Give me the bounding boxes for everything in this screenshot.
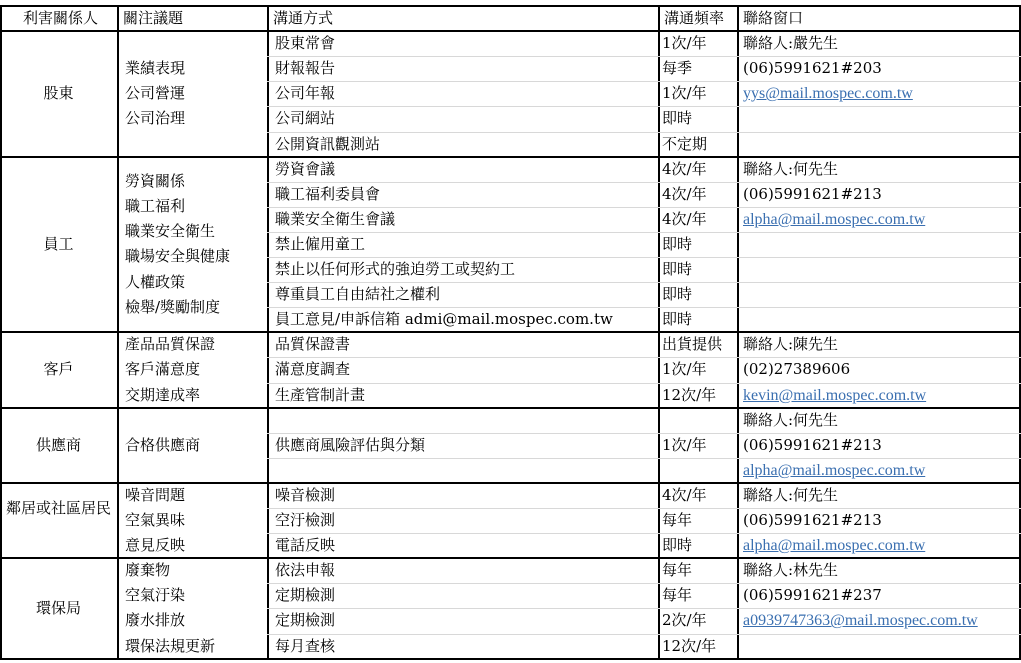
method-cell: 品質保證書 bbox=[275, 335, 351, 354]
frequency-cell: 12次/年 bbox=[662, 636, 717, 655]
contact-email-link[interactable]: alpha@mail.mospec.com.tw bbox=[743, 537, 926, 555]
method-cell: 滿意度調查 bbox=[275, 360, 351, 379]
frequency-cell: 12次/年 bbox=[662, 385, 717, 404]
method-cell: 公司網站 bbox=[275, 109, 336, 128]
issue-item: 噪音問題 bbox=[125, 485, 186, 504]
contact-cell: (06)5991621#213 bbox=[743, 184, 882, 203]
method-cell: 禁止僱用童工 bbox=[275, 234, 366, 253]
row-divider bbox=[267, 634, 1021, 635]
issue-item: 意見反映 bbox=[125, 536, 186, 555]
frequency-cell: 1次/年 bbox=[662, 435, 707, 454]
contact-email-link[interactable]: yys@mail.mospec.com.tw bbox=[743, 85, 913, 103]
frequency-cell: 1次/年 bbox=[662, 84, 707, 103]
frequency-cell: 每年 bbox=[662, 561, 693, 580]
frequency-cell: 1次/年 bbox=[662, 34, 707, 53]
method-cell: 財報報告 bbox=[275, 59, 336, 78]
issue-item: 業績表現 bbox=[125, 59, 186, 78]
frequency-cell: 即時 bbox=[662, 260, 693, 278]
row-divider bbox=[267, 56, 1021, 57]
stakeholder-name: 供應商 bbox=[35, 435, 81, 454]
contact-email-link[interactable]: alpha@mail.mospec.com.tw bbox=[743, 461, 926, 479]
frequency-cell: 即時 bbox=[662, 536, 693, 555]
stakeholder-name: 客戶 bbox=[43, 360, 74, 379]
method-cell: 空汙檢測 bbox=[275, 511, 336, 529]
contact-cell: (06)5991621#237 bbox=[743, 586, 882, 605]
contact-email-link[interactable]: a0939747363@mail.mospec.com.tw bbox=[743, 612, 978, 630]
header-cell: 溝通方式 bbox=[273, 9, 334, 27]
method-cell: 禁止以任何形式的強迫勞工或契約工 bbox=[275, 260, 516, 278]
header-cell: 聯絡窗口 bbox=[743, 9, 804, 27]
method-cell: 定期檢測 bbox=[275, 586, 336, 605]
header-cell: 溝通頻率 bbox=[664, 9, 725, 27]
issue-item: 檢舉/獎勵制度 bbox=[125, 297, 221, 316]
frequency-cell: 2次/年 bbox=[662, 611, 707, 630]
frequency-cell: 每年 bbox=[662, 511, 693, 529]
issue-item: 勞資關係 bbox=[125, 172, 186, 191]
frequency-cell: 4次/年 bbox=[662, 485, 707, 504]
frequency-cell: 即時 bbox=[662, 285, 693, 304]
method-cell: 供應商風險評估與分類 bbox=[275, 435, 426, 454]
contact-cell: 聯絡人:林先生 bbox=[743, 561, 839, 580]
issue-item: 空氣異味 bbox=[125, 511, 186, 529]
issue-item: 公司營運 bbox=[125, 84, 186, 103]
stakeholder-name: 環保局 bbox=[35, 598, 81, 617]
issue-item: 職業安全衛生 bbox=[125, 222, 216, 241]
row-divider bbox=[267, 583, 1021, 584]
issue-item: 廢棄物 bbox=[125, 561, 171, 580]
issue-item: 空氣汙染 bbox=[125, 586, 186, 605]
method-cell: 職工福利委員會 bbox=[275, 184, 381, 203]
issue-item: 廢水排放 bbox=[125, 611, 186, 630]
contact-cell: 聯絡人:嚴先生 bbox=[743, 34, 839, 53]
method-cell: 職業安全衛生會議 bbox=[275, 209, 396, 228]
header-cell: 關注議題 bbox=[123, 9, 184, 27]
issue-item: 產品品質保證 bbox=[125, 335, 216, 354]
group-divider bbox=[0, 156, 1021, 158]
contact-cell: (06)5991621#213 bbox=[743, 435, 882, 454]
method-cell: 定期檢測 bbox=[275, 611, 336, 630]
method-cell: 每月查核 bbox=[275, 636, 336, 655]
contact-cell: 聯絡人:何先生 bbox=[743, 159, 839, 178]
row-divider bbox=[267, 508, 1021, 509]
contact-cell: 聯絡人:陳先生 bbox=[743, 335, 839, 354]
method-cell: 依法申報 bbox=[275, 561, 336, 580]
contact-cell: (06)5991621#203 bbox=[743, 59, 882, 78]
method-cell: 電話反映 bbox=[275, 536, 336, 555]
issue-item: 人權政策 bbox=[125, 272, 186, 291]
row-divider bbox=[267, 232, 1021, 233]
frequency-cell: 每年 bbox=[662, 586, 693, 605]
frequency-cell: 出貨提供 bbox=[662, 335, 723, 354]
issue-item: 職場安全與健康 bbox=[125, 247, 231, 266]
contact-cell: 聯絡人:何先生 bbox=[743, 410, 839, 429]
frequency-cell: 每季 bbox=[662, 59, 693, 78]
contact-cell: 聯絡人:何先生 bbox=[743, 485, 839, 504]
row-divider bbox=[267, 357, 1021, 358]
frequency-cell: 1次/年 bbox=[662, 360, 707, 379]
frequency-cell: 即時 bbox=[662, 109, 693, 128]
contact-email-link[interactable]: alpha@mail.mospec.com.tw bbox=[743, 210, 926, 228]
method-cell: 噪音檢測 bbox=[275, 485, 336, 504]
frequency-cell: 即時 bbox=[662, 234, 693, 253]
method-cell: 員工意見/申訴信箱 admi@mail.mospec.com.tw bbox=[275, 310, 613, 329]
method-cell: 公開資訊觀測站 bbox=[275, 134, 381, 153]
contact-cell: (06)5991621#213 bbox=[743, 511, 882, 529]
method-cell: 生產管制計畫 bbox=[275, 385, 366, 404]
stakeholder-name: 鄰居或社區居民 bbox=[5, 498, 111, 517]
frequency-cell: 4次/年 bbox=[662, 209, 707, 228]
issue-item: 客戶滿意度 bbox=[125, 360, 201, 379]
frequency-cell: 不定期 bbox=[662, 134, 708, 153]
header-cell: 利害關係人 bbox=[22, 9, 98, 27]
issue-item: 職工福利 bbox=[125, 197, 186, 216]
method-cell: 尊重員工自由結社之權利 bbox=[275, 285, 441, 304]
frequency-cell: 即時 bbox=[662, 310, 693, 329]
issue-item: 合格供應商 bbox=[125, 435, 201, 454]
stakeholder-name: 員工 bbox=[43, 234, 74, 253]
row-divider bbox=[267, 182, 1021, 183]
stakeholder-name: 股東 bbox=[43, 84, 74, 103]
method-cell: 勞資會議 bbox=[275, 159, 336, 178]
frequency-cell: 4次/年 bbox=[662, 159, 707, 178]
method-cell: 股東常會 bbox=[275, 34, 336, 53]
frequency-cell: 4次/年 bbox=[662, 184, 707, 203]
contact-cell: (02)27389606 bbox=[743, 360, 851, 379]
issue-item: 交期達成率 bbox=[125, 385, 201, 404]
issue-item: 公司治理 bbox=[125, 109, 186, 128]
row-divider bbox=[267, 132, 1021, 133]
contact-email-link[interactable]: kevin@mail.mospec.com.tw bbox=[743, 386, 927, 404]
issue-item: 環保法規更新 bbox=[125, 636, 216, 655]
method-cell: 公司年報 bbox=[275, 84, 336, 103]
